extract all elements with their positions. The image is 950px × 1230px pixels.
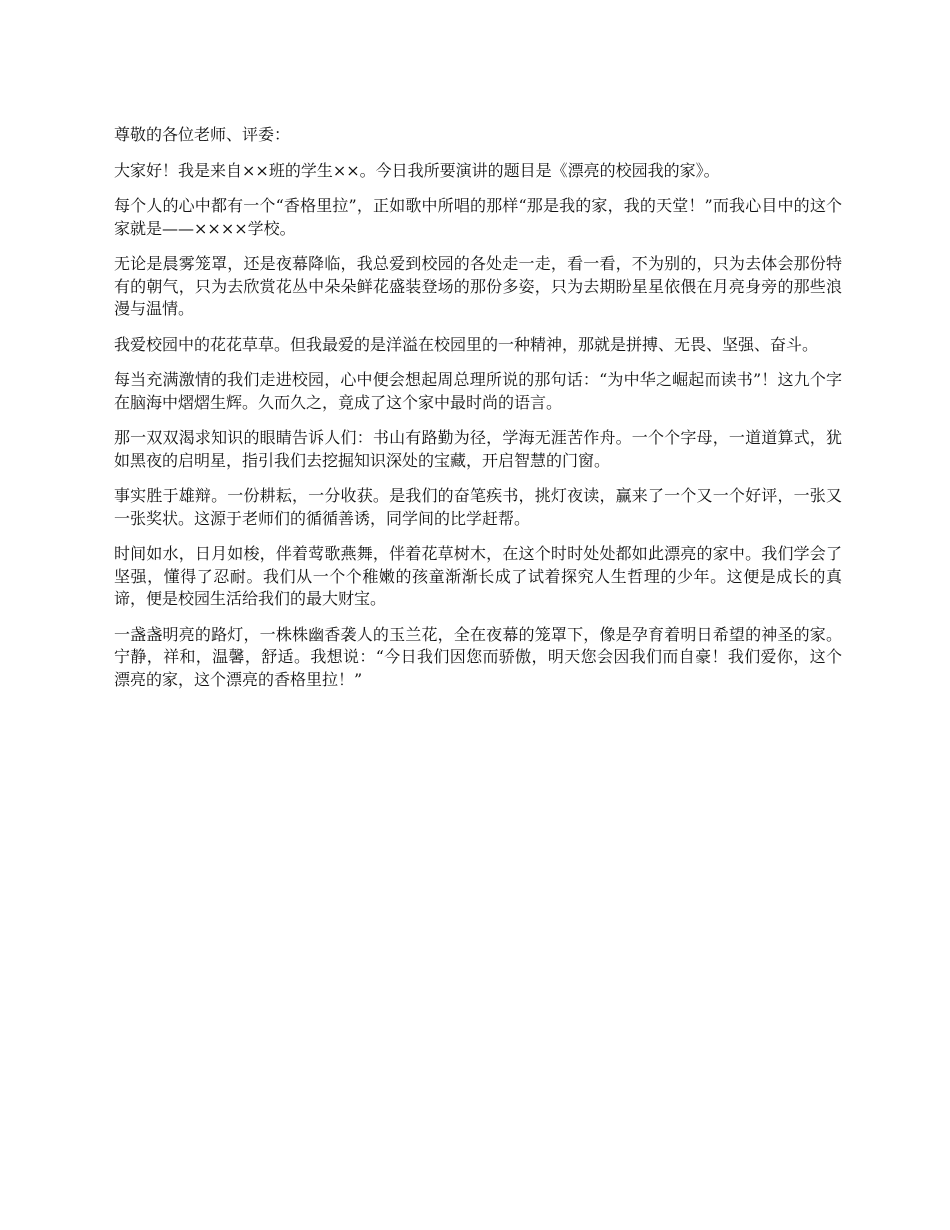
paragraph-rise-of-china: 每当充满激情的我们走进校园，心中便会想起周总理所说的那句话：“为中华之崛起而读书”！这九个字在脑海中熠熠生辉。久而久之，竟成了这个家中最时尚的语言。	[114, 370, 842, 412]
salutation: 尊敬的各位老师、评委：	[114, 125, 291, 144]
paragraph-growth: 时间如水，日月如梭，伴着莺歌燕舞，伴着花草树木，在这个时时处处都如此漂亮的家中。我们学会了坚强，懂得了忍耐。我们从一个个稚嫩的孩童渐渐长成了试着探究人生哲理的少年。这便是成长的真谛，便是校园生活给我们的最大财宝。	[114, 544, 842, 608]
paragraph-spirit: 我爱校园中的花花草草。但我最爱的是洋溢在校园里的一种精神，那就是拼搏、无畏、坚强、奋斗。	[114, 334, 819, 354]
paragraph-closing: 一盏盏明亮的路灯，一株株幽香袭人的玉兰花，全在夜幕的笼罩下，像是孕育着明日希望的神圣的家。宁静，祥和，温馨，舒适。我想说：“今日我们因您而骄傲，明天您会因我们而自豪！我们爱你，这个漂亮的家，这个漂亮的香格里拉！”	[114, 624, 842, 689]
paragraph-hard-work: 事实胜于雄辩。一份耕耘，一分收获。是我们的奋笔疾书，挑灯夜读，赢来了一个又一个好评，一张又一张奖状。这源于老师们的循循善诱，同学间的比学赶帮。	[114, 486, 842, 528]
paragraph-shangri-la: 每个人的心中都有一个“香格里拉”，正如歌中所唱的那样“那是我的家，我的天堂！”而我心目中的这个家就是——××××学校。	[114, 196, 842, 238]
paragraph-morning-evening: 无论是晨雾笼罩，还是夜幕降临，我总爱到校园的各处走一走，看一看，不为别的，只为去体会那份特有的朝气，只为去欣赏花丛中朵朵鲜花盛装登场的那份多姿，只为去期盼星星依偎在月亮身旁的那些浪漫与温情。	[114, 254, 842, 318]
paragraph-knowledge: 那一双双渴求知识的眼睛告诉人们：书山有路勤为径，学海无涯苦作舟。一个个字母，一道道算式，犹如黑夜的启明星，指引我们去挖掘知识深处的宝藏，开启智慧的门窗。	[114, 428, 842, 470]
paragraph-greeting: 大家好！我是来自××班的学生××。今日我所要演讲的题目是《漂亮的校园我的家》。	[114, 160, 720, 180]
speech-document	[114, 124, 842, 704]
